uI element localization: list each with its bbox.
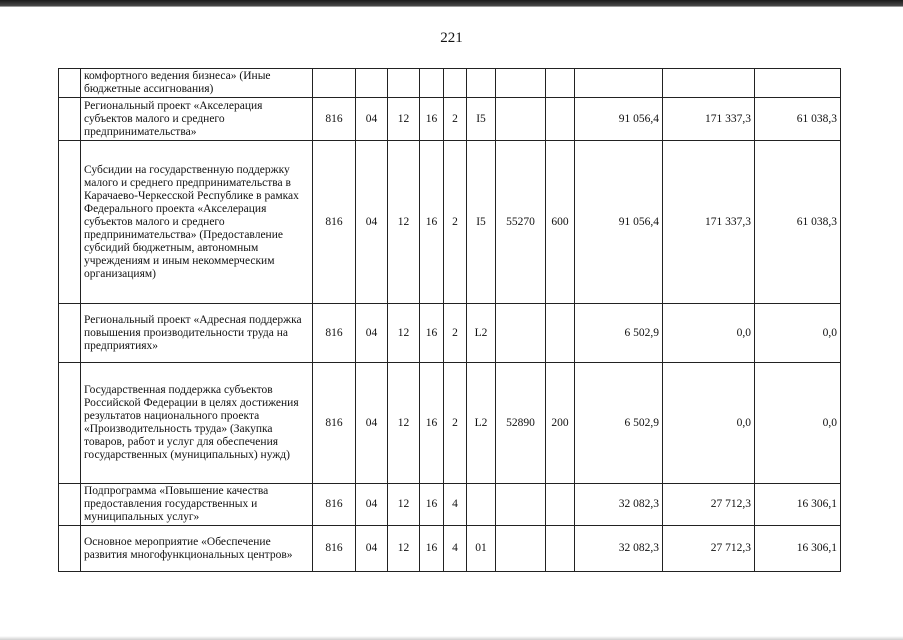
cell-margin [59,526,81,572]
cell-sum-year1: 91 056,4 [575,98,663,141]
cell-sum-year3: 16 306,1 [755,526,841,572]
cell-pr: 12 [388,98,420,141]
cell-cs-program: 16 [420,98,444,141]
cell-margin [59,98,81,141]
cell-gr [313,69,356,98]
cell-cs-subprogram: 4 [444,484,467,526]
cell-gr: 816 [313,98,356,141]
cell-pr: 12 [388,304,420,363]
table-body [59,69,841,572]
row-name-text: Субсидии на государственную поддержку малого и среднего предпринимательства в Карачаево-Черкесской Республике в рамках Федерального проекта «Акселерация субъектов малого и среднего предпринимательства» (Предоставление субсидий бюджетным, автономным учреждениям и иным некоммерческим организациям) [84,163,299,280]
cell-sum-year3 [755,69,841,98]
cell-rz: 04 [356,484,388,526]
cell-cs-event: I5 [467,98,496,141]
row-name-text: Государственная поддержка субъектов Российской Федерации в целях достижения результатов национального проекта «Производительность труда» (Закупка товаров, работ и услуг для обеспечения государственных (муниципальных) нужд) [84,384,299,461]
cell-vr [546,526,575,572]
cell-sum-year2: 27 712,3 [663,526,755,572]
cell-sum-year2: 171 337,3 [663,98,755,141]
cell-pr: 12 [388,363,420,484]
cell-pr: 12 [388,484,420,526]
cell-cs-event: L2 [467,363,496,484]
cell-name [81,304,313,363]
cell-cs-direction: 52890 [496,363,546,484]
cell-name [81,69,313,98]
cell-rz: 04 [356,98,388,141]
cell-cs-direction [496,304,546,363]
cell-pr: 12 [388,526,420,572]
cell-cs-program: 16 [420,304,444,363]
cell-name [81,363,313,484]
budget-table [58,68,841,572]
cell-gr: 816 [313,363,356,484]
cell-rz: 04 [356,304,388,363]
cell-gr: 816 [313,526,356,572]
cell-sum-year2: 0,0 [663,304,755,363]
cell-cs-subprogram [444,69,467,98]
row-name-text: Региональный проект «Акселерация субъектов малого и среднего предпринимательства» [84,99,263,138]
row-name-text: Подпрограмма «Повышение качества предоставления государственных и муниципальных услуг» [84,485,269,523]
cell-sum-year2: 27 712,3 [663,484,755,526]
cell-sum-year2 [663,69,755,98]
cell-sum-year2: 0,0 [663,363,755,484]
cell-rz: 04 [356,141,388,304]
row-name-text: Региональный проект «Адресная поддержка повышения производительности труда на предприятиях» [84,313,302,352]
cell-cs-direction [496,484,546,526]
cell-sum-year3: 16 306,1 [755,484,841,526]
cell-sum-year3: 0,0 [755,304,841,363]
cell-name [81,484,313,526]
cell-sum-year3: 61 038,3 [755,98,841,141]
scan-bottom-edge [0,636,903,640]
cell-vr: 600 [546,141,575,304]
cell-cs-subprogram: 2 [444,304,467,363]
cell-cs-direction [496,526,546,572]
cell-sum-year1: 6 502,9 [575,304,663,363]
cell-gr: 816 [313,484,356,526]
cell-vr [546,304,575,363]
cell-margin [59,141,81,304]
cell-cs-program: 16 [420,484,444,526]
cell-cs-program: 16 [420,526,444,572]
cell-cs-direction: 55270 [496,141,546,304]
row-name-text: комфортного ведения бизнеса» (Иные бюджетные ассигнования) [84,70,271,95]
table-row [59,69,841,98]
cell-cs-subprogram: 2 [444,141,467,304]
table-row [59,98,841,141]
cell-name [81,141,313,304]
table-row [59,141,841,304]
cell-name [81,526,313,572]
table-row [59,363,841,484]
cell-cs-direction [496,69,546,98]
cell-vr [546,484,575,526]
cell-gr: 816 [313,141,356,304]
cell-margin [59,484,81,526]
cell-cs-event [467,484,496,526]
cell-vr [546,69,575,98]
cell-pr: 12 [388,141,420,304]
cell-cs-event: 01 [467,526,496,572]
cell-sum-year1: 91 056,4 [575,141,663,304]
cell-vr [546,98,575,141]
cell-sum-year3: 61 038,3 [755,141,841,304]
cell-cs-subprogram: 2 [444,98,467,141]
cell-cs-event [467,69,496,98]
cell-rz [356,69,388,98]
scan-top-border-line [0,6,903,7]
cell-gr: 816 [313,304,356,363]
cell-cs-event: I5 [467,141,496,304]
cell-cs-subprogram: 4 [444,526,467,572]
cell-sum-year3: 0,0 [755,363,841,484]
cell-cs-program: 16 [420,363,444,484]
cell-cs-event: L2 [467,304,496,363]
cell-margin [59,304,81,363]
page-number: 221 [440,30,463,46]
cell-margin [59,69,81,98]
cell-sum-year1: 32 082,3 [575,526,663,572]
cell-sum-year1 [575,69,663,98]
cell-cs-program [420,69,444,98]
cell-margin [59,363,81,484]
cell-sum-year1: 6 502,9 [575,363,663,484]
table-row [59,484,841,526]
cell-cs-subprogram: 2 [444,363,467,484]
cell-rz: 04 [356,526,388,572]
table-row [59,526,841,572]
cell-sum-year1: 32 082,3 [575,484,663,526]
row-name-text: Основное мероприятие «Обеспечение развития многофункциональных центров» [84,535,293,561]
cell-cs-program: 16 [420,141,444,304]
cell-sum-year2: 171 337,3 [663,141,755,304]
cell-cs-direction [496,98,546,141]
table-row [59,304,841,363]
cell-rz: 04 [356,363,388,484]
cell-pr [388,69,420,98]
cell-vr: 200 [546,363,575,484]
cell-name [81,98,313,141]
